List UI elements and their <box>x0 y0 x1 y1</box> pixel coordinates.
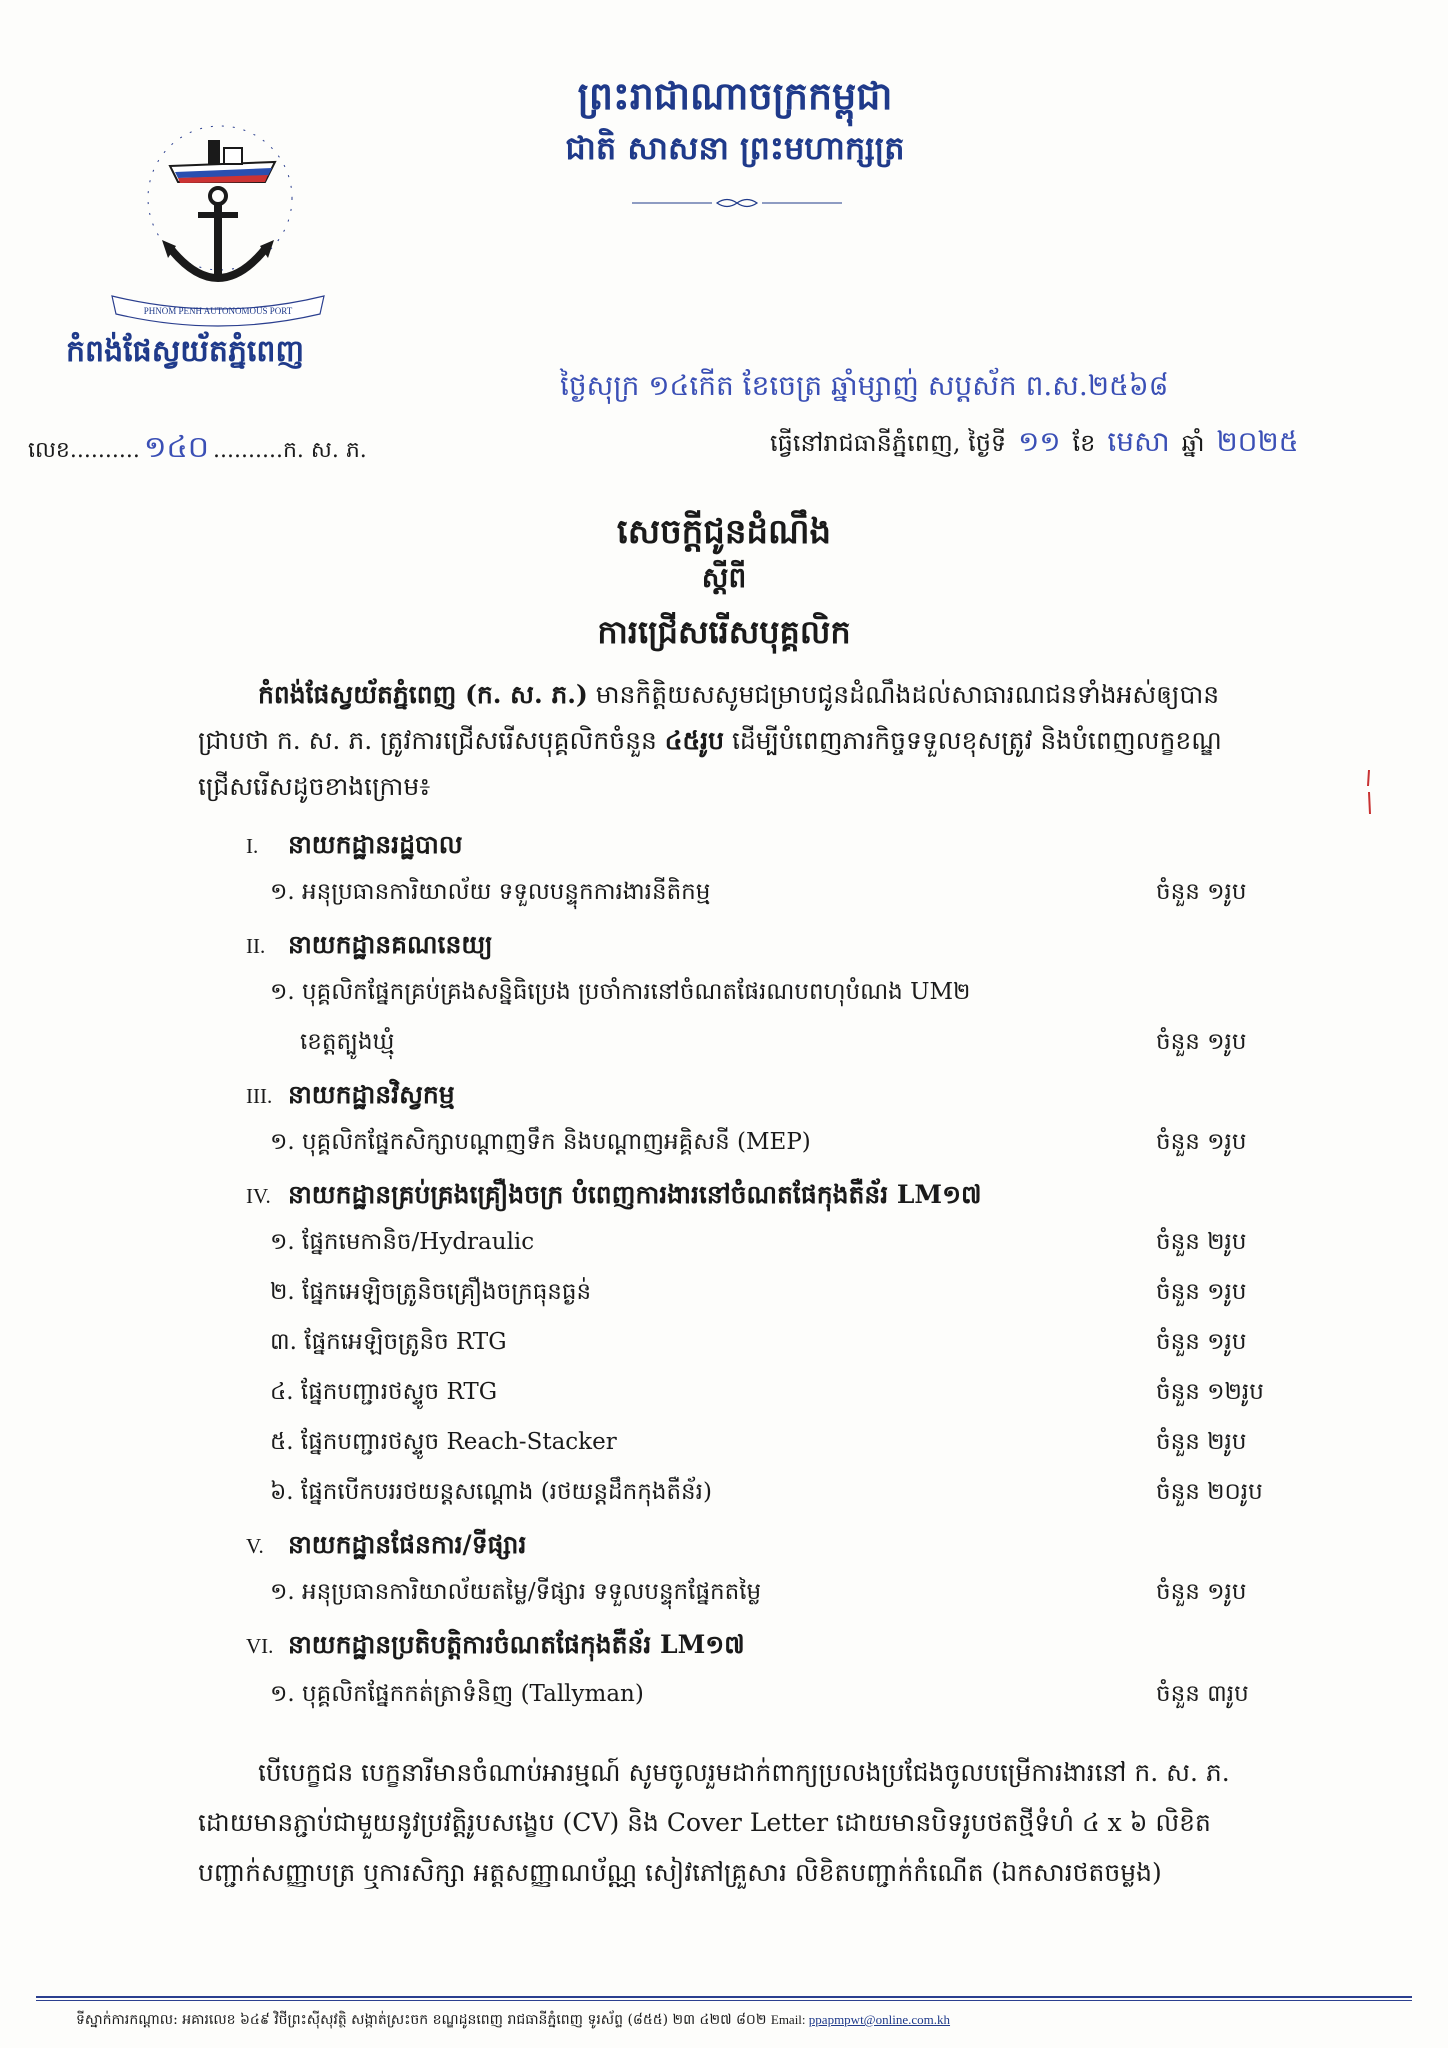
position-item: ១. អនុប្រធានការិយាល័យតម្លៃ/ទីផ្សារ ទទួលបន្ទុកផ្នែកតម្លៃ <box>270 1579 762 1605</box>
position-count: ចំនួន ១រូប <box>1156 1279 1247 1305</box>
section-heading <box>246 930 493 966</box>
intro-line-3: ជ្រើសរើសដូចខាងក្រោម៖ <box>198 772 431 801</box>
date-place: ធ្វើនៅរាជធានីភ្នំពេញ, ថ្ងៃទី <box>770 429 1007 457</box>
section-name: នាយកដ្ឋានគណនេយ្យ <box>288 930 493 959</box>
position-item: ៤. ផ្នែកបញ្ជារថស្ទូច RTG <box>270 1379 498 1405</box>
section-heading <box>246 1630 745 1666</box>
intro-line-1 <box>258 672 1318 718</box>
anchor-icon <box>162 188 274 278</box>
lunar-date: ថ្ងៃសុក្រ ១៤កើត ខែចេត្រ ឆ្នាំម្សាញ់ សប្តស័ក ព.ស.២៥៦៨ <box>560 369 1169 402</box>
position-count: ចំនួន ២០រូប <box>1156 1479 1263 1505</box>
position-count: ចំនួន ២រូប <box>1156 1229 1247 1255</box>
position-item: ១. ផ្នែកមេកានិច/Hydraulic <box>270 1229 535 1255</box>
date-month-label: ខែ <box>1072 429 1096 457</box>
stamp-mark <box>1366 770 1372 814</box>
footer-divider <box>36 1996 1412 1998</box>
closing-line-1: បើបេក្ខជន បេក្ខនារីមានចំណាប់អារម្មណ៍ សូមចូលរួមដាក់ពាក្យប្រលងប្រជែងចូលបម្រើការងារនៅ ក. ស. ភ. <box>258 1758 1230 1787</box>
issue-date <box>770 424 1311 465</box>
document-title: សេចក្តីជូនដំណឹង <box>616 512 832 552</box>
section-numeral: II. <box>246 934 266 958</box>
section-name: នាយកដ្ឋានគ្រប់គ្រងគ្រឿងចក្រ បំពេញការងារនៅចំណតផែកុងតឺន័រ LM១៧ <box>288 1180 982 1209</box>
section-numeral: III. <box>246 1084 273 1108</box>
position-item: ៣. ផ្នែកអេឡិចត្រូនិច RTG <box>270 1329 507 1355</box>
date-month: មេសា <box>1107 425 1170 458</box>
section-name: នាយកដ្ឋានផែនការ/ទីផ្សារ <box>288 1530 527 1559</box>
organization-name: កំពង់ផែស្វយ័តភ្នំពេញ <box>66 334 305 369</box>
port-logo <box>100 108 330 328</box>
closing-line-2: ដោយមានភ្ជាប់ជាមួយនូវប្រវត្តិរូបសង្ខេប (CV) និង Cover Letter ដោយមានបិទរូបថតថ្មីទំហំ ៤ x ៦ លិខិត <box>198 1808 1211 1837</box>
ornament-divider <box>632 196 842 210</box>
section-numeral: I. <box>246 834 259 858</box>
section-name: នាយកដ្ឋានរដ្ឋបាល <box>288 830 463 859</box>
section-heading <box>246 1530 526 1566</box>
position-count: ចំនួន ១រូប <box>1156 879 1247 905</box>
position-count: ចំនួន ១រូប <box>1156 1029 1247 1055</box>
section-heading <box>246 1080 455 1116</box>
section-heading <box>246 830 463 866</box>
intro-text: ជ្រាបថា ក. ស. ភ. ត្រូវការជ្រើសរើសបុគ្គលិកចំនួន <box>198 726 665 755</box>
intro-org: កំពង់ផែស្វយ័តភ្នំពេញ (ក. ស. ភ.) <box>258 680 588 709</box>
reference-suffix: ..........ក. ស. ភ. <box>213 438 367 463</box>
reference-number <box>28 428 367 472</box>
position-count: ចំនួន ១រូប <box>1156 1329 1247 1355</box>
position-count: ចំនួន ២រូប <box>1156 1429 1247 1455</box>
closing-line-3: បញ្ជាក់សញ្ញាបត្រ ឬការសិក្សា អត្តសញ្ញាណប័ណ្ណ សៀវភៅគ្រួសារ លិខិតបញ្ជាក់កំណើត (ឯកសារថតចម្លង) <box>198 1858 1162 1887</box>
footer-address-text: ទីស្នាក់ការកណ្តាល: អគារលេខ ៦៤៩ វិថីព្រះស៊ីសុវត្ថិ សង្កាត់ស្រះចក ខណ្ឌដូនពេញ រាជធានីភ្នំពេញ ទូរស័ព្ទ (៨៥៥) ២៣ ៤២៧ ៨០២ <box>76 2012 771 2028</box>
reference-value: ១៤០ <box>143 430 210 465</box>
section-numeral: VI. <box>246 1634 274 1658</box>
position-count: ចំនួន ១រូប <box>1156 1129 1247 1155</box>
section-name: នាយកដ្ឋានវិស្វកម្ម <box>288 1080 455 1109</box>
document-about: ស្តីពី <box>701 561 747 594</box>
date-day: ១១ <box>1018 425 1061 458</box>
intro-text: មានកិត្តិយសសូមជម្រាបជូនដំណឹងដល់សាធារណជនទាំងអស់ឲ្យបាន <box>587 680 1220 709</box>
footer-email-label: Email: <box>770 2012 809 2027</box>
position-count: ចំនួន ៣រូប <box>1156 1681 1249 1707</box>
position-item: ១. បុគ្គលិកផ្នែកកត់ត្រាទំនិញ (Tallyman) <box>270 1681 644 1707</box>
document-subject: ការជ្រើសរើសបុគ្គលិក <box>597 613 851 651</box>
position-item: ១. អនុប្រធានការិយាល័យ ទទួលបន្ទុកការងារនីតិកម្ម <box>270 879 711 905</box>
position-item: ១. បុគ្គលិកផ្នែកគ្រប់គ្រងសន្និធិប្រេង ប្រចាំការនៅចំណតផែរណបពហុបំណង UM២ <box>270 979 971 1005</box>
kingdom-title: ព្រះរាជាណាចក្រកម្ពុជា <box>577 74 893 118</box>
position-count: ចំនួន ១រូប <box>1156 1579 1247 1605</box>
footer-address <box>76 2010 950 2031</box>
intro-total: ៤៥រូប <box>664 726 724 755</box>
position-item: ៦. ផ្នែកបើកបររថយន្តសណ្តោង (រថយន្តដឹកកុងតឺន័រ) <box>270 1479 712 1505</box>
date-year: ២០២៥ <box>1216 425 1299 458</box>
logo-caption: PHNOM PENH AUTONOMOUS PORT <box>143 306 293 316</box>
intro-line-2 <box>198 718 1318 764</box>
ship-icon <box>170 140 275 183</box>
section-name: នាយកដ្ឋានប្រតិបត្តិការចំណតផែកុងតឺន័រ LM១៧ <box>288 1630 745 1659</box>
position-item: ២. ផ្នែកអេឡិចត្រូនិចគ្រឿងចក្រធុនធ្ងន់ <box>270 1279 592 1305</box>
section-heading <box>246 1180 982 1216</box>
position-item: ១. បុគ្គលិកផ្នែកសិក្សាបណ្តាញទឹក និងបណ្តាញអគ្គិសនី (MEP) <box>270 1129 811 1155</box>
position-item-continued: ខេត្តត្បូងឃ្មុំ <box>300 1029 395 1055</box>
section-numeral: V. <box>246 1534 264 1558</box>
position-count: ចំនួន ១២រូប <box>1156 1379 1264 1405</box>
section-numeral: IV. <box>246 1184 271 1208</box>
position-item: ៥. ផ្នែកបញ្ជារថស្ទូច Reach-Stacker <box>270 1429 617 1455</box>
reference-prefix: លេខ.......... <box>28 438 140 463</box>
national-motto: ជាតិ សាសនា ព្រះមហាក្សត្រ <box>565 129 905 167</box>
intro-text: ដើម្បីបំពេញភារកិច្ចទទួលខុសត្រូវ និងបំពេញលក្ខខណ្ឌ <box>724 726 1222 755</box>
footer-email[interactable]: ppapmpwt@online.com.kh <box>808 2012 951 2027</box>
date-year-label: ឆ្នាំ <box>1181 429 1205 457</box>
footer-divider <box>36 2000 1412 2001</box>
